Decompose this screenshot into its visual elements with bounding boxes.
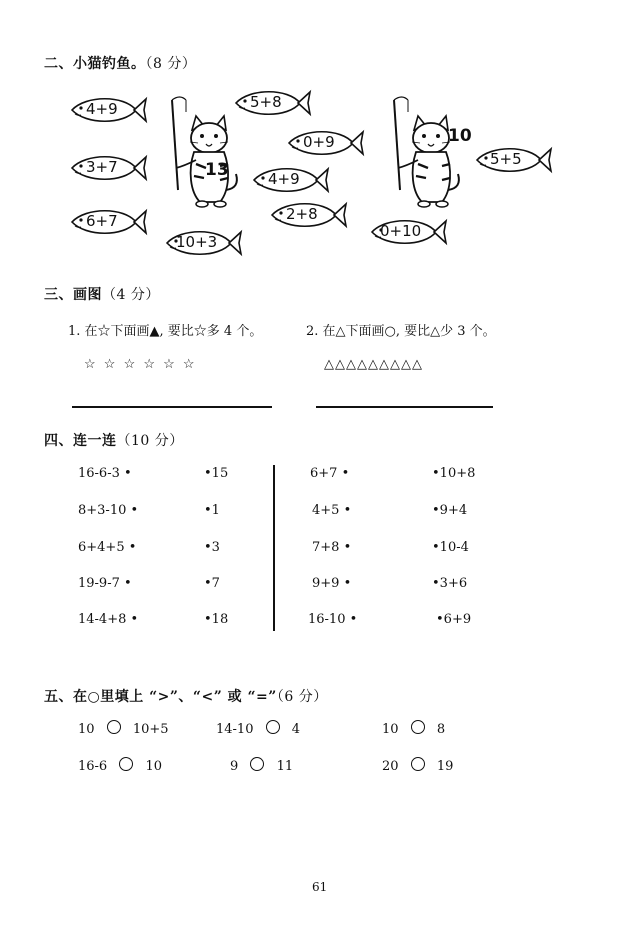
match-left-expr-2[interactable]: 8+3-10 • [78, 503, 139, 518]
fish-label-2: 3+7 [86, 158, 118, 176]
match-right-expr-1[interactable]: 6+7 • [310, 466, 350, 481]
match-right-answer-5[interactable]: •6+9 [436, 612, 472, 627]
fish-label-5: 5+8 [250, 93, 282, 111]
compare-2-2: 9 11 [230, 759, 294, 774]
fish-label-8: 2+8 [286, 205, 318, 223]
section5-points: （6 分） [276, 689, 328, 705]
compare-1-2: 14-10 4 [216, 722, 301, 737]
compare-2-1: 16-6 10 [78, 759, 163, 774]
section5-heading [44, 686, 328, 706]
compare-2-3: 20 19 [382, 759, 454, 774]
section4-title: 四、连一连 [44, 433, 117, 449]
cat-left-number: 13 [205, 160, 229, 180]
match-right-expr-5[interactable]: 16-10 • [308, 612, 358, 627]
fish-label-9: 0+10 [380, 222, 422, 240]
cat-right-number: 10 [448, 126, 472, 146]
compare-circle-1-1[interactable] [107, 720, 121, 734]
answer-line-2[interactable] [316, 406, 493, 408]
section3-points: （4 分） [102, 287, 160, 303]
match-right-answer-1[interactable]: •10+8 [432, 466, 476, 481]
stars-row: ☆ ☆ ☆ ☆ ☆ ☆ [84, 357, 197, 372]
match-left-expr-3[interactable]: 6+4+5 • [78, 540, 137, 555]
match-left-answer-4[interactable]: •7 [204, 576, 220, 591]
section2-points: （8 分） [145, 56, 197, 72]
compare-circle-2-1[interactable] [119, 757, 133, 771]
match-left-expr-5[interactable]: 14-4+8 • [78, 612, 139, 627]
match-right-answer-2[interactable]: •9+4 [432, 503, 468, 518]
match-right-expr-2[interactable]: 4+5 • [312, 503, 352, 518]
triangles-row: △△△△△△△△△ [324, 357, 423, 372]
page-number: 61 [312, 880, 328, 894]
section3-question-1: 1. 在☆下面画▲, 要比☆多 4 个。 [68, 324, 263, 339]
cat-right [394, 97, 459, 207]
compare-1-1: 10 10+5 [78, 722, 169, 737]
matching-divider [273, 465, 275, 631]
fish-label-7: 4+9 [268, 170, 300, 188]
section3-heading [44, 284, 160, 304]
section3-question-2: 2. 在△下面画○, 要比△少 3 个。 [306, 324, 496, 339]
cat-left [172, 97, 237, 207]
match-left-answer-2[interactable]: •1 [204, 503, 220, 518]
match-left-expr-4[interactable]: 19-9-7 • [78, 576, 132, 591]
compare-circle-1-2[interactable] [266, 720, 280, 734]
answer-line-1[interactable] [72, 406, 272, 408]
section2-title: 二、小猫钓鱼。 [44, 56, 146, 72]
compare-1-3: 10 8 [382, 722, 446, 737]
fish-label-1: 4+9 [86, 100, 118, 118]
match-left-answer-1[interactable]: •15 [204, 466, 229, 481]
compare-circle-2-3[interactable] [411, 757, 425, 771]
compare-circle-2-2[interactable] [250, 757, 264, 771]
match-left-expr-1[interactable]: 16-6-3 • [78, 466, 132, 481]
fish-label-3: 6+7 [86, 212, 118, 230]
section4-heading [44, 430, 184, 450]
match-right-answer-4[interactable]: •3+6 [432, 576, 468, 591]
match-left-answer-5[interactable]: •18 [204, 612, 229, 627]
section5-title: 五、在○里填上 “>”、“<” 或 “=” [44, 689, 277, 705]
match-right-expr-4[interactable]: 9+9 • [312, 576, 352, 591]
compare-circle-1-3[interactable] [411, 720, 425, 734]
section3-title: 三、画图 [44, 287, 102, 303]
match-right-expr-3[interactable]: 7+8 • [312, 540, 352, 555]
fish-label-4: 10+3 [176, 233, 218, 251]
match-right-answer-3[interactable]: •10-4 [432, 540, 469, 555]
match-left-answer-3[interactable]: •3 [204, 540, 220, 555]
fish-label-6: 0+9 [303, 133, 335, 151]
fish-label-10: 5+5 [490, 150, 522, 168]
section4-points: （10 分） [116, 433, 184, 449]
